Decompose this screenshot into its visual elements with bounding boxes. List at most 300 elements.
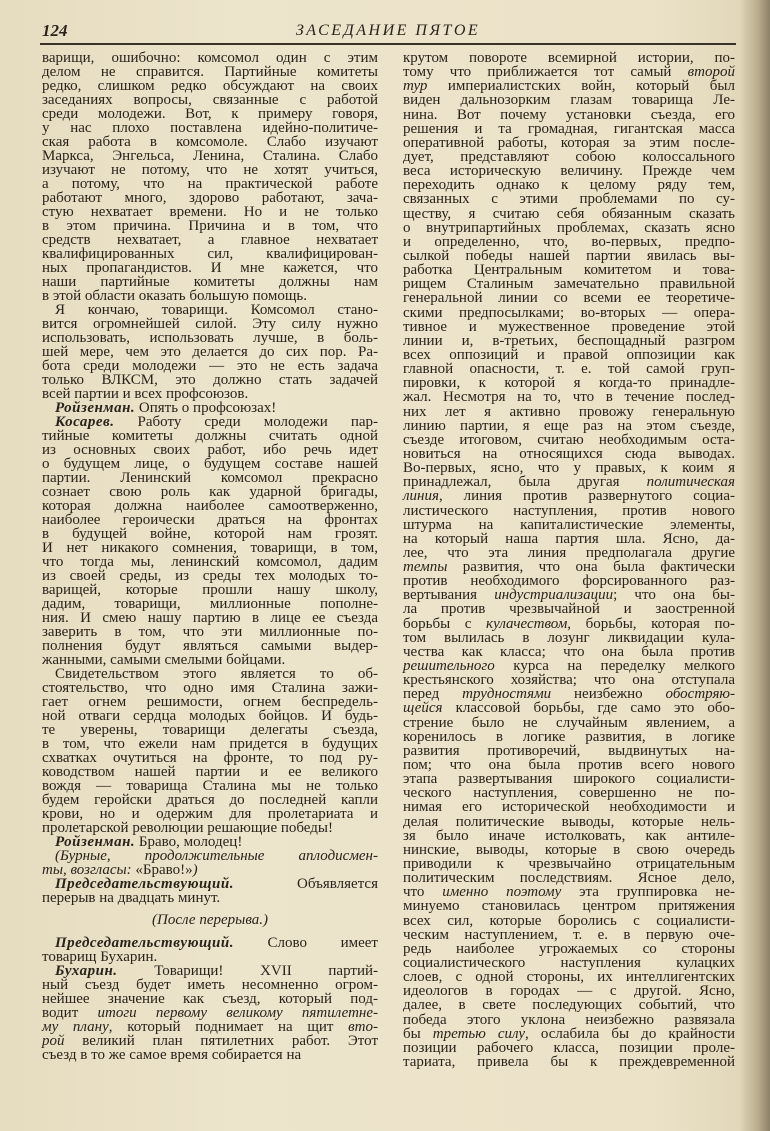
text-run: ния. И смею нашу партию в лице ее съезда: [42, 610, 378, 626]
text-line: [42, 247, 378, 261]
paragraph: [42, 303, 378, 401]
emphasis-text: ты, возгласы:: [42, 862, 136, 878]
text-run: схватках очутиться на фронте, то под ру-: [42, 750, 378, 766]
text-line: [403, 376, 735, 390]
text-run: пролетарской революции решающие победы!: [42, 820, 333, 836]
text-line: [403, 659, 735, 673]
paragraph: [42, 667, 378, 835]
text-run: из основных своих работ, ибо речь идет: [42, 442, 378, 458]
emphasis-text: темпы: [403, 559, 448, 576]
text-line: [42, 765, 378, 779]
text-run: варищей, которые прошли нашу школу,: [42, 582, 378, 598]
paragraph: [42, 415, 378, 667]
emphasis-text: третью силу: [432, 1025, 526, 1042]
text-run: в том, что ежели нам придется в будущих: [42, 736, 378, 752]
text-line: [403, 942, 735, 956]
emphasis-text: (После перерыва.): [152, 912, 268, 928]
text-run: всей партии и всех профсоюзов.: [42, 386, 249, 402]
emphasis-text: кулачеством: [486, 615, 568, 632]
text-line: [42, 695, 378, 709]
text-run: что тогда мы, ленинский комсомол, дадим: [42, 554, 378, 570]
text-run: о будущем лице, о будущем составе нашей: [42, 456, 378, 472]
text-line: [42, 597, 378, 611]
text-run: на который наша партия шла. Ясно, да-: [403, 530, 735, 547]
text-run: наши партийные комитеты должны нам: [42, 274, 378, 290]
text-line: [403, 65, 735, 79]
text-line: [42, 611, 378, 625]
text-line: [403, 758, 735, 772]
text-run: том вылилась в лозунг ликвидации кула-: [403, 629, 735, 646]
text-line: [42, 527, 378, 541]
text-run: «Браво!»: [135, 862, 193, 878]
text-run: линии и, в-третьих, беспощадный разгром: [403, 332, 735, 349]
text-run: Работу среди молодежи пар-: [114, 414, 378, 430]
text-run: тийные комитеты должны считать одной: [42, 428, 378, 444]
text-run: из своей среды, из среды тех молодых то-: [42, 568, 378, 584]
text-run: всех оппозиций и правой оппозиции как: [403, 346, 735, 363]
text-run: тариата, привела бы к преждевременной: [403, 1053, 735, 1070]
text-run: Товарищи! XVII партий-: [117, 963, 378, 979]
text-line: [42, 415, 378, 429]
text-line: [42, 849, 378, 863]
text-run: что: [403, 884, 443, 901]
text-run: которая должна наиболее самоотверженно,: [42, 498, 378, 514]
text-line: [403, 79, 735, 93]
text-line: [42, 751, 378, 765]
emphasis-text: второй: [687, 64, 735, 81]
text-run: работают много, здорово работают, зача-: [42, 190, 378, 206]
text-run: решения и та громадная, гигантская масса: [403, 120, 735, 137]
text-run: водит: [42, 1005, 98, 1021]
text-run: ководством нашей партии и ее великого: [42, 764, 378, 780]
text-run: полнения будут являться самыми выдер-: [42, 638, 378, 654]
text-line: [403, 447, 735, 461]
text-run: средств нехватает, а главное нехватает: [42, 232, 378, 248]
page-header: [40, 18, 736, 42]
text-run: позиции рабочего класса, позиции проле-: [403, 1039, 735, 1056]
emphasis-text: решительного: [403, 658, 495, 675]
page-number: 124: [42, 21, 68, 40]
text-run: И нет никакого сомнения, товарищи, в том,: [42, 540, 378, 556]
text-run: делая политические выводы, которые нель-: [403, 813, 735, 830]
text-run: вождя — товарища Сталина мы не только: [42, 778, 378, 794]
text-line: [403, 786, 735, 800]
text-line: [403, 588, 735, 602]
text-run: Объявляется: [233, 876, 378, 892]
text-run: зя было иначе истолковать, как антиле-: [403, 827, 735, 844]
emphasis-text: рой: [42, 1033, 65, 1049]
text-run: ; что она бы-: [613, 587, 735, 604]
text-run: нина. Вот почему установки съезда, его: [403, 106, 735, 123]
text-run: идеологов в городах — с другой. Ясно,: [403, 983, 735, 1000]
emphasis-text: трудностями: [462, 686, 552, 703]
text-line: [42, 163, 378, 177]
text-line: [42, 177, 378, 191]
text-line: [403, 956, 735, 970]
text-run: Свидетельством этого является то об-: [55, 666, 378, 682]
text-line: [42, 950, 378, 964]
text-line: [403, 687, 735, 701]
text-line: [403, 899, 735, 913]
text-line: [403, 744, 735, 758]
text-run: редко, слишком редко обсуждают на своих: [42, 78, 378, 94]
text-run: лее, что эта линия предполагала другие: [403, 544, 735, 561]
text-line: [42, 499, 378, 513]
text-run: виден дальнозорким глазам товарища Ле-: [403, 92, 735, 109]
text-line: [42, 992, 378, 1006]
text-run: пировки, к которой я когда-то принадле-: [403, 375, 735, 392]
emphasis-text: именно поэтому: [442, 884, 562, 901]
text-line: [42, 978, 378, 992]
text-run: , ослабила бы до крайности: [525, 1025, 735, 1042]
text-line: [403, 136, 735, 150]
text-line: [403, 207, 735, 221]
text-line: [42, 1020, 378, 1034]
text-line: [42, 317, 378, 331]
text-run: жал. Несмотря на то, что в течение послед-: [403, 389, 735, 406]
paragraph: [403, 51, 735, 1069]
text-run: нимая его исторической необходимости и: [403, 799, 735, 816]
left-text-column: [42, 51, 378, 1062]
text-line: [403, 645, 735, 659]
text-run: стоятельство, что одно имя Сталина зажи-: [42, 680, 378, 696]
text-run: в будущей войне, которой нам грозят.: [42, 526, 378, 542]
text-run: делом не справится. Партийные комитеты: [42, 64, 378, 80]
text-run: линию партии, я еще раз на этом съезде,: [403, 417, 735, 434]
text-run: те уверены, товарищи делегаты съезда,: [42, 722, 378, 738]
text-run: листического наступления, против нового: [403, 502, 735, 519]
text-line: [42, 429, 378, 443]
text-run: съезде итоговом, считаю необходимым оста-: [403, 431, 735, 448]
text-line: [403, 970, 735, 984]
text-run: бы: [403, 1025, 433, 1042]
text-run: в этой области оказать большую помощь.: [42, 288, 307, 304]
text-line: [42, 569, 378, 583]
text-run: пом; что она была против всего нового: [403, 757, 735, 774]
text-run: крестьянского хозяйства; что она отступала: [403, 672, 735, 689]
text-line: [403, 673, 735, 687]
text-run: ных пропагандистов. И мне кажется, что: [42, 260, 378, 276]
text-line: [42, 723, 378, 737]
text-line: [403, 546, 735, 560]
text-line: [403, 419, 735, 433]
text-run: развития, что она была фактически: [447, 559, 735, 576]
text-line: [403, 1055, 735, 1069]
text-run: Во-первых, ясно, что у правых, к коим я: [403, 460, 735, 477]
text-line: [42, 303, 378, 317]
text-line: [403, 815, 735, 829]
text-run: наиболее героически драться на фронтах: [42, 512, 378, 528]
text-run: бота среди молодежи — это не есть задача: [42, 358, 378, 374]
text-run: всех сил, которые боролись с социалисти-: [403, 912, 735, 929]
text-run: скими предпосылками; во-вторых — опера-: [403, 304, 735, 321]
speaker-name: Ройзенман.: [55, 834, 136, 850]
text-run: принадлежал, была другая: [403, 474, 647, 491]
text-run: связанных с этими проблемами по су-: [403, 191, 735, 208]
text-line: [403, 829, 735, 843]
text-line: [403, 928, 735, 942]
text-run: только ВЛКСМ, это должно стать задачей: [42, 372, 378, 388]
text-line: [42, 345, 378, 359]
text-run: ческим наступлением, т. е. в первую оче-: [403, 926, 735, 943]
paragraph: [42, 835, 378, 849]
text-line: [42, 471, 378, 485]
text-line: [403, 108, 735, 122]
text-run: среди молодежи. Вот, к примеру говоря,: [42, 106, 378, 122]
text-line: [42, 191, 378, 205]
text-run: гает огнем решимости, огнем беспредель-: [42, 694, 378, 710]
text-run: ный съезд будет иметь несомненно огром-: [42, 977, 378, 993]
text-run: перед: [403, 686, 463, 703]
text-line: [403, 1041, 735, 1055]
text-line: [42, 65, 378, 79]
text-run: квалифицированных сил, квалифицирован-: [42, 246, 378, 262]
emphasis-text: му плану: [42, 1019, 109, 1035]
text-line: [42, 485, 378, 499]
text-run: ществу, я считаю себя обязанным сказать: [403, 205, 735, 222]
text-run: переходить однако к целому ряду тем,: [403, 177, 735, 194]
text-run: Я кончаю, товарищи. Комсомол стано-: [55, 302, 378, 318]
text-run: стую нехватает времени. Но и не только: [42, 204, 378, 220]
text-line: [403, 574, 735, 588]
speaker-name: Председательствующий.: [55, 876, 234, 892]
text-run: политическим последствиям. Ясное дело,: [403, 870, 735, 887]
emphasis-text: (Бурные, продолжительные аплодисмен-: [55, 848, 378, 864]
text-line: [42, 401, 378, 415]
text-run: съезд в то же самое время собирается на: [42, 1047, 302, 1063]
text-run: Опять о профсоюзах!: [135, 400, 277, 416]
text-line: [403, 730, 735, 744]
text-line: [42, 639, 378, 653]
text-run: , линия против развернутого социа-: [438, 488, 735, 505]
text-line: [42, 79, 378, 93]
text-run: использовать, использовать лучше, в боль-: [42, 330, 378, 346]
text-run: работка Центральным комитетом и това-: [403, 262, 735, 279]
text-run: изучают не потому, что не хотят учиться,: [42, 162, 378, 178]
text-run: ла против чрезвычайной и заостренной: [403, 601, 735, 618]
text-run: далее, в свете последующих событий, что: [403, 997, 735, 1014]
text-line: [42, 443, 378, 457]
text-line: [403, 984, 735, 998]
text-line: [42, 877, 378, 891]
text-run: против необходимого форсированного раз-: [403, 573, 735, 590]
text-run: генеральной линии со всеми ее теоретиче-: [403, 290, 735, 307]
text-run: перерыв на двадцать минут.: [42, 890, 221, 906]
text-run: а потому, что на практической работе: [42, 176, 378, 192]
text-line: [403, 998, 735, 1012]
text-run: жанными, самыми смелыми бойцами.: [42, 652, 286, 668]
text-line: [42, 625, 378, 639]
text-line: [403, 263, 735, 277]
text-run: коренилось в логике развития, в логике: [403, 728, 735, 745]
text-run: ной отваги сердца молодых бойцов. И будь-: [42, 708, 378, 724]
text-run: Браво, молодец!: [135, 834, 243, 850]
text-run: приводили к чрезвычайно отрицательным: [403, 856, 735, 873]
text-run: социалистического наступления кулацких: [403, 955, 735, 971]
text-run: редь наиболее угрожаемых со стороны: [403, 940, 735, 957]
text-run: развития противоречий, выдвинутых на-: [403, 742, 735, 759]
text-line: [42, 107, 378, 121]
text-run: крови, но и одержим для пролетариата и: [42, 806, 378, 822]
text-run: вится огромнейшей силой. Эту силу нужно: [42, 316, 378, 332]
header-rule: [40, 43, 736, 45]
text-line: [403, 192, 735, 206]
text-line: [42, 457, 378, 471]
text-line: [403, 1013, 735, 1027]
text-line: [403, 504, 735, 518]
text-run: нинские, выводы, которые в свою очередь: [403, 841, 735, 858]
text-line: [42, 387, 378, 401]
section-note: [42, 913, 378, 927]
text-line: [403, 221, 735, 235]
text-run: сознает свою роль как ударной бригады,: [42, 484, 378, 500]
text-line: [403, 122, 735, 136]
text-run: тивное и мужественное проведение этой: [403, 318, 735, 335]
text-line: [403, 320, 735, 334]
text-run: минуемо становилась центром притяжения: [403, 898, 735, 915]
text-line: [42, 779, 378, 793]
text-line: [42, 913, 378, 927]
text-line: [42, 275, 378, 289]
right-text-column: [403, 51, 735, 1069]
text-line: [42, 964, 378, 978]
text-run: слоев, с одной стороны, их интеллигентских: [403, 969, 735, 986]
text-line: [42, 936, 378, 950]
paragraph: [42, 51, 378, 303]
text-run: тому что приближается тот самый: [403, 64, 688, 81]
text-run: партии. Ленинский комсомол прекрасно: [42, 470, 378, 486]
emphasis-text: обостряю-: [665, 686, 736, 703]
text-line: [403, 461, 735, 475]
text-line: [403, 249, 735, 263]
text-line: [42, 653, 378, 667]
text-line: [42, 835, 378, 849]
text-line: [42, 51, 378, 65]
text-line: [42, 863, 378, 877]
text-line: [42, 289, 378, 303]
text-run: вертывания: [403, 587, 495, 604]
text-line: [42, 149, 378, 163]
text-run: ская работа в комсомоле. Слабо изучают: [42, 134, 378, 150]
text-line: [403, 390, 735, 404]
text-run: штурма на капиталистические элементы,: [403, 516, 735, 533]
text-line: [403, 334, 735, 348]
text-line: [403, 602, 735, 616]
text-line: [403, 857, 735, 871]
paragraph: [42, 936, 378, 964]
text-run: в этом причина. Причина и в том, что: [42, 218, 378, 234]
text-line: [403, 433, 735, 447]
speaker-name: Косарев.: [55, 414, 115, 430]
text-line: [403, 617, 735, 631]
text-run: и определенно, что, во-первых, предпо-: [403, 233, 735, 250]
text-run: курса на переделку мелкого: [494, 658, 735, 675]
text-line: [42, 807, 378, 821]
paragraph: [42, 401, 378, 415]
text-line: [403, 1027, 735, 1041]
text-line: [42, 1048, 378, 1062]
text-line: [403, 235, 735, 249]
text-line: [42, 205, 378, 219]
text-line: [403, 178, 735, 192]
text-run: варищи, ошибочно: комсомол один с этим: [42, 50, 378, 66]
text-line: [403, 51, 735, 65]
text-run: дует, представляют собою колоссального: [403, 148, 735, 165]
text-run: оперативной работы, которая за этим после-: [403, 134, 735, 151]
text-line: [42, 891, 378, 905]
text-line: [42, 135, 378, 149]
emphasis-text: тур: [403, 78, 428, 95]
text-line: [42, 667, 378, 681]
text-line: [42, 513, 378, 527]
emphasis-text: индустриализации: [494, 587, 614, 604]
text-line: [403, 164, 735, 178]
text-run: веса историческую величину. Прежде чем: [403, 163, 735, 180]
text-run: этапа развертывания широкого социалисти-: [403, 771, 735, 788]
text-run: неизбежно: [551, 686, 666, 703]
text-line: [42, 1034, 378, 1048]
text-run: рищем Сталиным замечательно правильной: [403, 276, 735, 293]
text-run: эта группировка не-: [561, 884, 735, 901]
emphasis-text: политическая: [646, 474, 735, 491]
emphasis-text: линия: [403, 488, 439, 505]
text-line: [403, 489, 735, 503]
text-run: стрение было не случайным явлением, а: [403, 714, 735, 731]
text-run: классовой борьбы, где само это обо-: [442, 700, 735, 717]
text-run: главной опасности, т. е. той самой груп-: [403, 361, 735, 378]
speaker-name: Бухарин.: [55, 963, 118, 979]
text-line: [42, 821, 378, 835]
text-run: победа этого уклона неизбежно развязала: [403, 1011, 735, 1028]
speaker-name: Ройзенман.: [55, 400, 136, 416]
emphasis-text: вто-: [348, 1019, 378, 1035]
text-line: [403, 306, 735, 320]
text-run: новиться на относящихся сюда выводах.: [403, 445, 735, 462]
text-line: [403, 150, 735, 164]
text-line: [403, 532, 735, 546]
text-line: [403, 871, 735, 885]
paragraph: [42, 964, 378, 1062]
text-run: товарищ Бухарин.: [42, 949, 158, 965]
text-run: ческого наступления, совершенно не по-: [403, 785, 735, 802]
text-run: будем геройски драться до последней капли: [42, 792, 378, 808]
text-line: [403, 362, 735, 376]
paragraph: [42, 877, 378, 905]
text-run: шей мере, чем это делается до сих пор. Ра-: [42, 344, 378, 360]
text-line: [403, 843, 735, 857]
text-line: [42, 233, 378, 247]
text-run: , который поднимает на щит: [108, 1019, 349, 1035]
text-run: Слово имеет: [233, 935, 378, 951]
text-line: [403, 291, 735, 305]
text-line: [42, 555, 378, 569]
text-line: [403, 716, 735, 730]
text-line: [42, 737, 378, 751]
emphasis-text: ): [192, 862, 198, 878]
text-line: [403, 701, 735, 715]
text-line: [403, 914, 735, 928]
text-run: крутом повороте всемирной истории, по-: [403, 50, 735, 66]
text-run: о внутрипартийных проблемах, сказать ясно: [403, 219, 735, 236]
text-line: [42, 373, 378, 387]
text-run: великий план пятилетних работ. Этот: [64, 1033, 378, 1049]
emphasis-text: щейся: [403, 700, 443, 717]
text-line: [403, 93, 735, 107]
text-line: [42, 261, 378, 275]
text-line: [403, 518, 735, 532]
text-run: заверить в том, что эти миллионные по-: [42, 624, 378, 640]
text-line: [42, 709, 378, 723]
